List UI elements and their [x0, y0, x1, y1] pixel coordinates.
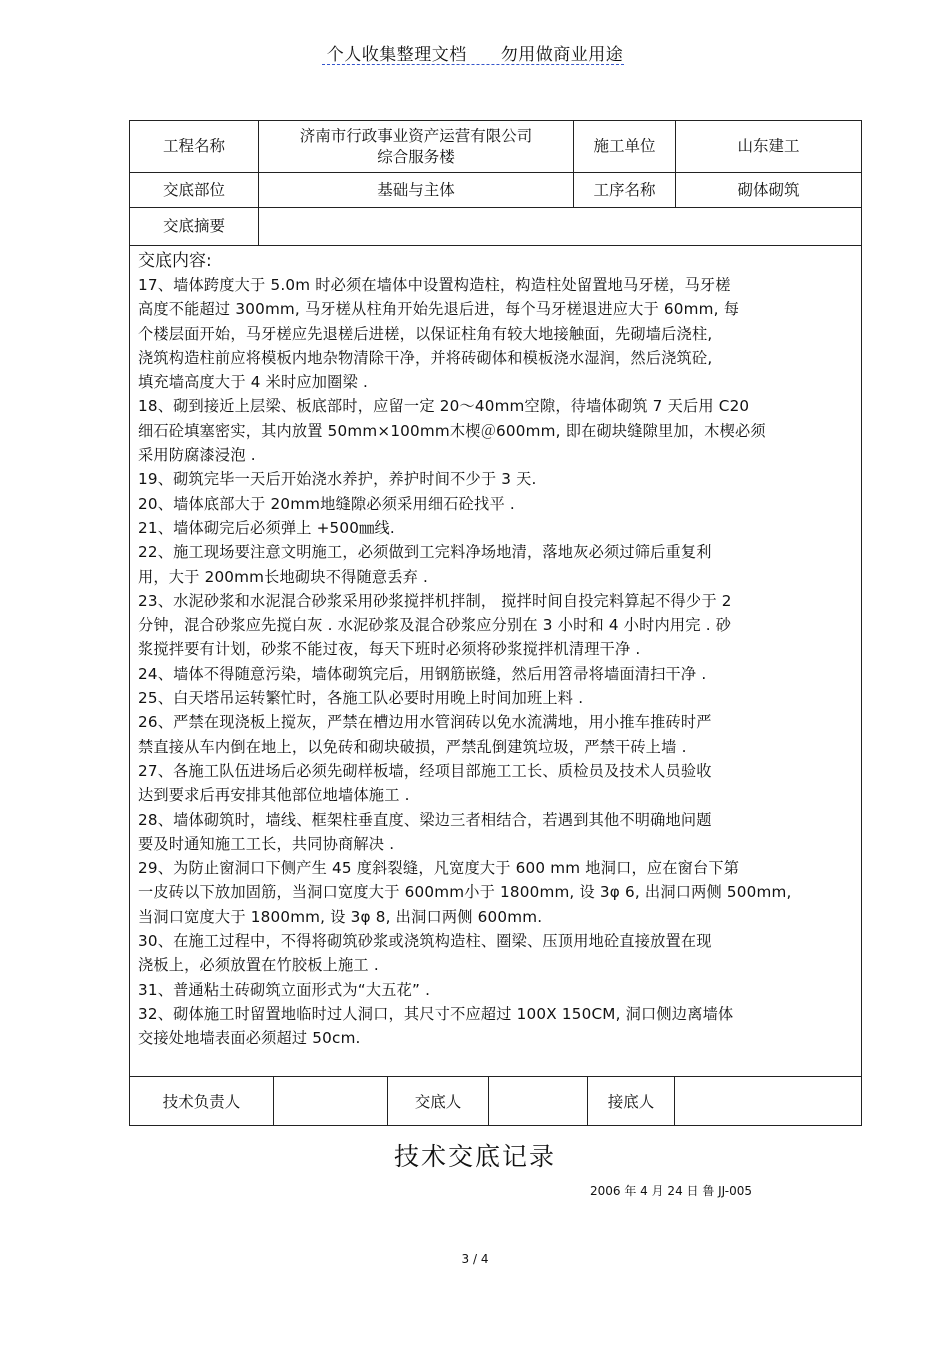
content-line: 22、施工现场要注意文明施工，必须做到工完料净场地清，落地灰必须过筛后重复利 [138, 543, 712, 562]
content-line: 25、白天塔吊运转繁忙时，各施工队必要时用晚上时间加班上料 . [138, 689, 584, 708]
content-line: 分钟，混合砂浆应先搅白灰 . 水泥砂浆及混合砂浆应分别在 3 小时和 4 小时内用完 . 砂 [138, 616, 732, 635]
content-line: 一皮砖以下放加固筋，当洞口宽度大于 600mm小于 1800mm, 设 3φ 6, 出洞口两侧 500mm, [138, 883, 792, 902]
summary-label: 交底摘要 [130, 208, 259, 246]
content-line: 浆搅拌要有计划，砂浆不能过夜，每天下班时必须将砂浆搅拌机清理干净 . [138, 640, 641, 659]
date-and-code: 2006 年 4 月 24 日 鲁 JJ-005 [590, 1184, 753, 1198]
part-value: 基础与主体 [259, 173, 574, 208]
process-value: 砌体砌筑 [676, 173, 862, 208]
content-line: 23、水泥砂浆和水泥混合砂浆采用砂浆搅拌机拌制， 搅拌时间自投完料算起不得少于 2 [138, 591, 732, 610]
project-name-line1: 济南市行政事业资产运营有限公司 [299, 126, 533, 145]
document-title: 技术交底记录 [393, 1142, 556, 1171]
content-line: 24、墙体不得随意污染，墙体砌筑完后，用钢筋嵌缝，然后用笤帚将墙面清扫干净 . [138, 664, 707, 683]
content-line: 浇筑构造柱前应将模板内地杂物清除干净，并将砖砌体和模板浇水湿润，然后浇筑砼, [138, 348, 713, 367]
row-content [130, 246, 862, 1077]
content-line: 交接处地墙表面必须超过 50cm. [138, 1029, 361, 1048]
content-line: 20、墙体底部大于 20mm地缝隙必须采用细石砼找平 . [138, 494, 515, 513]
content-line: 采用防腐漆浸泡 . [138, 446, 256, 465]
content-line: 填充墙高度大于 4 米时应加圈梁 . [138, 373, 369, 392]
content-line: 细石砼填塞密实，其内放置 50mm×100mm木楔＠600mm, 即在砌块缝隙里加，木楔必须 [138, 421, 766, 440]
content-line: 28、墙体砌筑时，墙线、框架柱垂直度、梁边三者相结合，若遇到其他不明确地问题 [138, 810, 712, 829]
part-label: 交底部位 [130, 173, 259, 208]
header-underline [322, 64, 624, 65]
content-line: 浇板上，必须放置在竹胶板上施工 . [138, 956, 379, 975]
contractor-label: 施工单位 [574, 121, 676, 173]
content-line: 禁直接从车内倒在地上，以免砖和砌块破损，严禁乱倒建筑垃圾，严禁干砖上墙 . [138, 737, 687, 756]
presenter-label: 交底人 [388, 1077, 489, 1126]
summary-value [259, 208, 862, 246]
content-line: 27、各施工队伍进场后必须先砌样板墙，经项目部施工工长、质检员及技术人员验收 [138, 761, 712, 780]
signature-row [130, 1077, 862, 1126]
content-line: 21、墙体砌完后必须弹上 +500㎜线. [138, 518, 395, 537]
page-number: 3 / 4 [461, 1252, 489, 1266]
receiver-value [675, 1077, 862, 1126]
content-line: 30、在施工过程中，不得将砌筑砂浆或浇筑构造柱、圈梁、压顶用地砼直接放置在现 [138, 932, 712, 951]
content-line: 个楼层面开始，马牙槎应先退槎后进槎，以保证柱角有较大地接触面，先砌墙后浇柱, [138, 324, 713, 343]
disclosure-table [129, 120, 862, 1077]
tech-lead-value [274, 1077, 388, 1126]
content-title: 交底内容: [138, 251, 212, 271]
header-left-text: 个人收集整理文档 [326, 45, 467, 65]
page-header [0, 40, 950, 65]
content-line: 18、砌到接近上层梁、板底部时，应留一定 20～40mm空隙，待墙体砌筑 7 天后用 C20 [138, 397, 750, 416]
project-name-value [259, 121, 574, 173]
content-line: 用，大于 200mm长地砌块不得随意丢弃 . [138, 567, 429, 586]
content-line: 31、普通粘土砖砌筑立面形式为“大五花” . [138, 980, 431, 999]
content-line: 29、为防止窗洞口下侧产生 45 度斜裂缝，凡宽度大于 600 mm 地洞口，应在窗台下第 [138, 859, 740, 878]
content-line: 达到要求后再安排其他部位地墙体施工 . [138, 786, 410, 805]
tech-lead-label: 技术负责人 [130, 1077, 274, 1126]
content-cell [130, 246, 862, 1077]
process-label: 工序名称 [574, 173, 676, 208]
signature-table [129, 1076, 862, 1126]
presenter-value [489, 1077, 588, 1126]
content-line: 当洞口宽度大于 1800mm, 设 3φ 8, 出洞口两侧 600mm. [138, 907, 543, 926]
contractor-value: 山东建工 [676, 121, 862, 173]
content-line: 17、墙体跨度大于 5.0m 时必须在墙体中设置构造柱，构造柱处留置地马牙槎，马牙槎 [138, 276, 731, 294]
row-summary [130, 208, 862, 246]
project-name-label: 工程名称 [130, 121, 259, 173]
receiver-label: 接底人 [588, 1077, 675, 1126]
content-line: 32、砌体施工时留置地临时过人洞口，其尺寸不应超过 100X 150CM, 洞口侧边离墙体 [138, 1004, 734, 1023]
project-name-line2: 综合服务楼 [377, 147, 455, 166]
content-line: 26、严禁在现浇板上搅灰，严禁在槽边用水管润砖以免水流满地，用小推车推砖时严 [138, 713, 712, 732]
row-part [130, 173, 862, 208]
content-line: 高度不能超过 300mm, 马牙槎从柱角开始先退后进，每个马牙槎退进应大于 60mm, 每 [138, 300, 740, 319]
header-right-text: 勿用做商业用途 [500, 45, 624, 65]
row-project [130, 121, 862, 173]
content-line: 要及时通知施工工长，共同协商解决 . [138, 834, 395, 853]
content-line: 19、砌筑完毕一天后开始浇水养护，养护时间不少于 3 天. [138, 470, 537, 489]
content-lines [138, 273, 861, 1051]
